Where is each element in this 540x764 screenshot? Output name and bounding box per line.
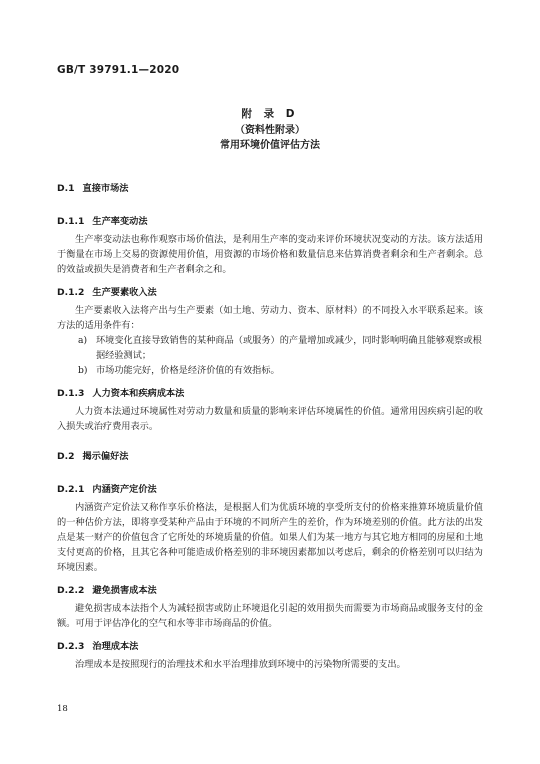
heading-d1-3 [57,385,184,399]
appendix-title: 附 录 D [241,108,299,120]
paragraph-d1-2: 生产要素收入法将产出与生产要素（如土地、劳动力、资本、原材料）的不同投入水平联系起来。该方法的适用条件有： [57,305,483,331]
list-text: 市场功能完好，价格是经济价值的有效指标。 [96,365,280,376]
heading-d1 [57,180,128,194]
list-item-a [78,333,482,363]
paragraph-d2-3: 治理成本是按照现行的治理技术和水平治理排放到环境中的污染物所需要的支出。 [75,659,406,670]
paragraph-d1-3: 人力资本法通过环境属性对劳动力数量和质量的影响来评估环境属性的价值。通常用因疾病引起的收入损失或治疗费用表示。 [57,406,483,432]
heading-title: 直接市场法 [82,183,129,194]
appendix-name: 常用环境价值评估方法 [220,140,320,151]
list-item-b [78,363,482,378]
list-text: 环境变化直接导致销售的某种商品（或服务）的产量增加或减少，同时影响明确且能够观察或根据经验测试； [96,335,482,361]
heading-d2-3 [57,638,138,652]
heading-d1-2 [57,284,157,298]
heading-title: 揭示偏好法 [82,451,129,462]
appendix-note: （资料性附录） [235,125,305,136]
heading-number: D.2 [57,451,75,462]
heading-d2-1 [57,481,157,495]
heading-d2 [57,448,128,462]
heading-title: 生产要素收入法 [92,287,157,298]
paragraph-d2-2: 避免损害成本法指个人为减轻损害或防止环境退化引起的效用损失而需要为市场商品或服务支付的金额。可用于评估净化的空气和水等非市场商品的价值。 [57,603,483,629]
heading-number: D.1.1 [57,216,85,227]
heading-number: D.2.3 [57,641,85,652]
heading-number: D.2.2 [57,585,85,596]
heading-d2-2 [57,582,157,596]
heading-title: 治理成本法 [92,641,139,652]
heading-number: D.1.2 [57,287,85,298]
heading-number: D.1.3 [57,388,85,399]
heading-title: 人力资本和疾病成本法 [92,388,185,399]
paragraph-d1-1: 生产率变动法也称作观察市场价值法，是利用生产率的变动来评价环境状况变动的方法。该方法适用于衡量在市场上交易的资源使用价值，用资源的市场价格和数量信息来估算消费者剩余和生产者剩余。总的效益或损失是消费者和生产者剩余之和。 [57,234,483,275]
heading-number: D.2.1 [57,484,85,495]
paragraph-d2-1: 内涵资产定价法又称作享乐价格法，是根据人们为优质环境的享受所支付的价格来推算环境质量价值的一种估价方法，即将享受某种产品由于环境的不同所产生的差价，作为环境差别的价值。此方法的出发点是某一财产的价值包含了它所处的环境质量的价值。如果人们为某一地方与其它地方相同的房屋和土地支付更高的价格，且其它各种可能造成价格差别的非环境因素都加以考虑后，剩余的价格差别可以归结为环境因素。 [57,502,483,573]
heading-title: 避免损害成本法 [92,585,157,596]
heading-title: 内涵资产定价法 [92,484,157,495]
list-marker: b) [78,365,88,376]
heading-d1-1 [57,213,148,227]
heading-number: D.1 [57,183,75,194]
list-marker: a) [78,335,88,346]
page-number: 18 [57,704,68,714]
heading-title: 生产率变动法 [92,216,148,227]
standard-code: GB/T 39791.1—2020 [57,64,180,76]
